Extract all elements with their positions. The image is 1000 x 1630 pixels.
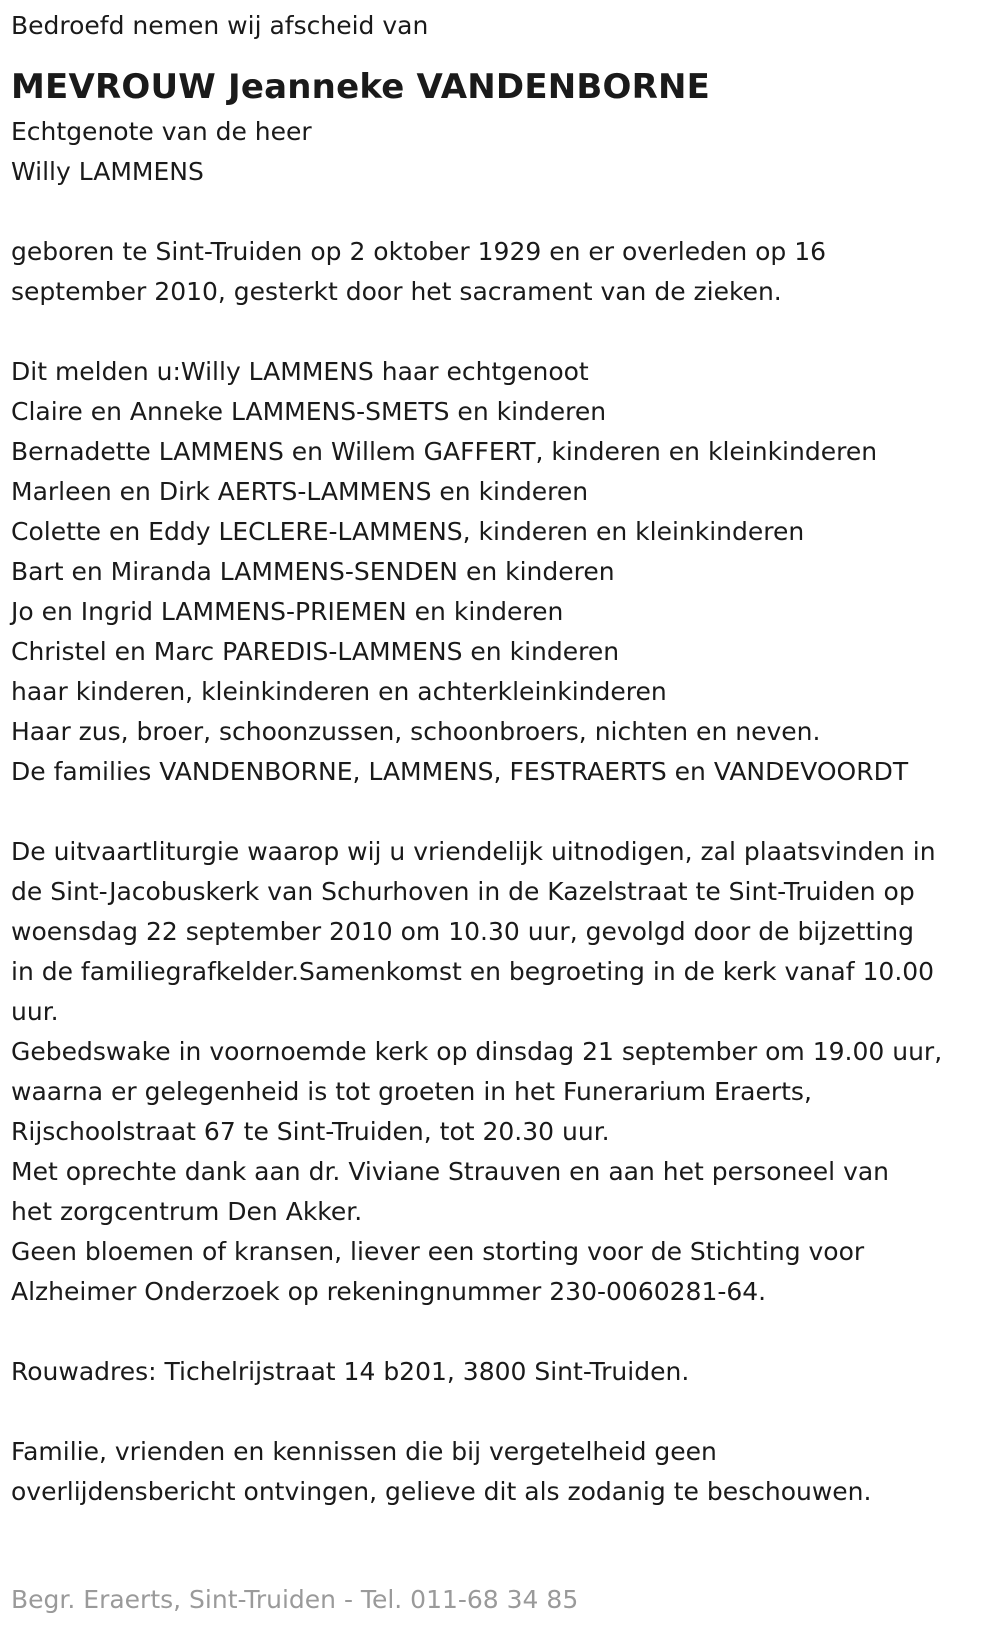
family-line: Bart en Miranda LAMMENS-SENDEN en kinderen [11, 557, 615, 586]
family-line: Jo en Ingrid LAMMENS-PRIEMEN en kinderen [11, 597, 564, 626]
service-line: woensdag 22 september 2010 om 10.30 uur, gevolgd door de bijzetting [11, 917, 914, 946]
service-line: Rijschoolstraat 67 te Sint-Truiden, tot 20.30 uur. [11, 1117, 610, 1146]
family-line: Christel en Marc PAREDIS-LAMMENS en kinderen [11, 637, 620, 666]
funeral-home-footer: Begr. Eraerts, Sint-Truiden - Tel. 011-68 34 85 [11, 1585, 579, 1614]
deceased-name: MEVROUW Jeanneke VANDENBORNE [11, 67, 711, 107]
notice-line: overlijdensbericht ontvingen, gelieve dit als zodanig te beschouwen. [11, 1477, 872, 1506]
service-line: Geen bloemen of kransen, liever een storting voor de Stichting voor [11, 1237, 865, 1266]
spacer [11, 1312, 996, 1352]
spacer [11, 1392, 996, 1432]
service-line: het zorgcentrum Den Akker. [11, 1197, 363, 1226]
service-line: de Sint-Jacobuskerk van Schurhoven in de Kazelstraat te Sint-Truiden op [11, 877, 915, 906]
family-line: De families VANDENBORNE, LAMMENS, FESTRAERTS en VANDEVOORDT [11, 757, 909, 786]
intro-text: Bedroefd nemen wij afscheid van [11, 11, 429, 40]
service-line: De uitvaartliturgie waarop wij u vriendelijk uitnodigen, zal plaatsvinden in [11, 837, 936, 866]
service-line: waarna er gelegenheid is tot groeten in het Funerarium Eraerts, [11, 1077, 812, 1106]
service-line: Alzheimer Onderzoek op rekeningnummer 230-0060281-64. [11, 1277, 767, 1306]
birth-death-line: september 2010, gesterkt door het sacrament van de zieken. [11, 277, 782, 306]
family-line: Haar zus, broer, schoonzussen, schoonbroers, nichten en neven. [11, 717, 821, 746]
service-line: Met oprechte dank aan dr. Viviane Strauven en aan het personeel van [11, 1157, 890, 1186]
family-line: Bernadette LAMMENS en Willem GAFFERT, kinderen en kleinkinderen [11, 437, 878, 466]
obituary-document [11, 6, 996, 1512]
family-line: haar kinderen, kleinkinderen en achterkleinkinderen [11, 677, 667, 706]
notice-line: Familie, vrienden en kennissen die bij vergetelheid geen [11, 1437, 717, 1466]
family-line: Marleen en Dirk AERTS-LAMMENS en kinderen [11, 477, 589, 506]
service-line: in de familiegrafkelder.Samenkomst en begroeting in de kerk vanaf 10.00 [11, 957, 935, 986]
spouse-line: Echtgenote van de heer [11, 117, 312, 146]
spacer [11, 312, 996, 352]
service-line: Gebedswake in voornoemde kerk op dinsdag 21 september om 19.00 uur, [11, 1037, 943, 1066]
spacer [11, 792, 996, 832]
mourning-address: Rouwadres: Tichelrijstraat 14 b201, 3800 Sint-Truiden. [11, 1357, 690, 1386]
family-line: Colette en Eddy LECLERE-LAMMENS, kinderen en kleinkinderen [11, 517, 805, 546]
spacer [11, 192, 996, 232]
family-line: Claire en Anneke LAMMENS-SMETS en kinderen [11, 397, 607, 426]
birth-death-line: geboren te Sint-Truiden op 2 oktober 1929 en er overleden op 16 [11, 237, 827, 266]
family-line: Dit melden u:Willy LAMMENS haar echtgenoot [11, 357, 589, 386]
service-line: uur. [11, 997, 59, 1026]
spouse-name: Willy LAMMENS [11, 157, 204, 186]
